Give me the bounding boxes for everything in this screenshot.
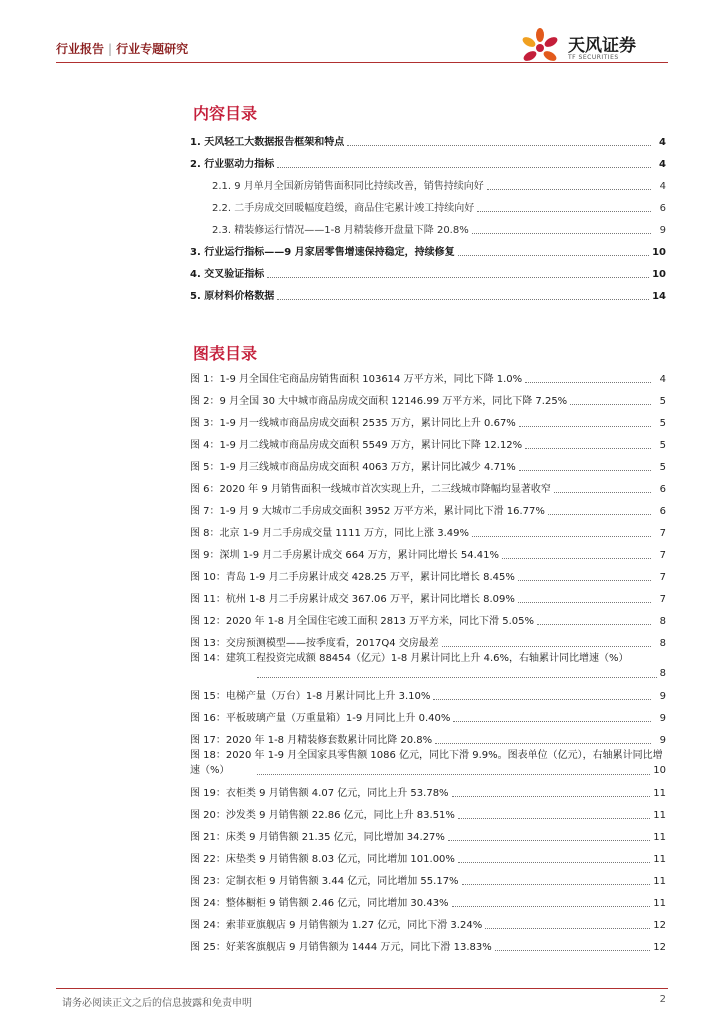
figure-entry[interactable]	[190, 844, 666, 866]
dot-leader	[433, 699, 651, 700]
figure-entry-page: 11	[653, 854, 666, 865]
figures-title: 图表目录	[193, 344, 258, 363]
figure-entry-text: 图 25：好莱客旗舰店 9 月销售额为 1444 万元，同比下滑 13.83%	[190, 942, 492, 953]
toc-entry[interactable]	[190, 149, 666, 171]
figure-entry[interactable]	[190, 650, 666, 681]
figure-entry-page: 7	[659, 528, 666, 539]
figure-entry-page: 9	[659, 691, 666, 702]
dot-leader	[525, 448, 651, 449]
figure-entry-text: 图 24：索菲亚旗舰店 9 月销售额为 1.27 亿元，同比下滑 3.24%	[190, 920, 483, 931]
figure-entry[interactable]	[190, 800, 666, 822]
toc-entry[interactable]	[190, 127, 666, 149]
separator: |	[108, 42, 113, 56]
figure-entry-text: 图 18：2020 年 1-9 月全国家具零售额 1086 亿元，同比下滑 9.9%。图表单位（亿元），右轴累计同比增速（%）	[190, 750, 663, 776]
toc-entry[interactable]	[190, 215, 666, 237]
toc-list	[190, 127, 666, 303]
figure-entry[interactable]	[190, 932, 666, 954]
figure-entry-page: 4	[659, 374, 666, 385]
figure-entry-text: 图 1：1-9 月全国住宅商品房销售面积 103614 万平方米，同比下降 1.0%	[190, 374, 523, 385]
figure-entry-page: 11	[653, 810, 666, 821]
figure-entry-page: 5	[659, 418, 666, 429]
figure-entry-page: 9	[659, 713, 666, 724]
subcategory-label: 行业专题研究	[116, 42, 189, 56]
dot-leader	[462, 884, 651, 885]
dot-leader	[519, 426, 651, 427]
figure-entry-text: 图 9：深圳 1-9 月二手房累计成交 664 万方，累计同比增长 54.41%	[190, 550, 499, 561]
dot-leader	[554, 492, 651, 493]
figure-entry-text: 图 4：1-9 月二线城市商品房成交面积 5549 万方，累计同比下降 12.12%	[190, 440, 523, 451]
toc-entry-page: 14	[652, 291, 666, 302]
figure-entry[interactable]	[190, 452, 666, 474]
toc-entry-text: 2.1. 9 月单月全国新房销售面积同比持续改善，销售持续向好	[212, 181, 484, 192]
logo-name: 天风证券	[568, 36, 636, 56]
dot-leader	[277, 299, 649, 300]
figure-entry-page: 5	[659, 462, 666, 473]
dot-leader	[435, 743, 651, 744]
toc-entry-page: 4	[659, 181, 666, 192]
figure-entry-page: 10	[653, 765, 666, 776]
figure-entry-text: 图 23：定制衣柜 9 月销售额 3.44 亿元，同比增加 55.17%	[190, 876, 459, 887]
dot-leader	[525, 382, 651, 383]
header-divider	[56, 62, 668, 63]
figure-entry-text: 图 21：床类 9 月销售额 21.35 亿元，同比增加 34.27%	[190, 832, 445, 843]
figure-entry[interactable]	[190, 584, 666, 606]
footer-disclaimer: 请务必阅读正文之后的信息披露和免责申明	[62, 998, 252, 1009]
toc-entry-page: 10	[652, 269, 666, 280]
figure-entry-page: 5	[659, 440, 666, 451]
figure-entry-page: 5	[659, 396, 666, 407]
figure-entry[interactable]	[190, 386, 666, 408]
figure-entry[interactable]	[190, 778, 666, 800]
figure-entry-page: 6	[659, 506, 666, 517]
dot-leader	[495, 950, 651, 951]
dot-leader	[458, 862, 650, 863]
category-label: 行业报告	[56, 42, 105, 56]
dot-leader	[448, 840, 650, 841]
figures-list	[190, 364, 666, 954]
logo-flower-icon	[518, 26, 562, 70]
figure-entry-page: 8	[659, 668, 666, 679]
figure-entry[interactable]	[190, 562, 666, 584]
figure-entry-text: 图 24：整体橱柜 9 销售额 2.46 亿元，同比增加 30.43%	[190, 898, 449, 909]
dot-leader	[458, 818, 650, 819]
figure-entry[interactable]	[190, 606, 666, 628]
figure-entry-text: 图 13：交房预测模型——按季度看，2017Q4 交房最差	[190, 638, 439, 649]
figure-entry[interactable]	[190, 474, 666, 496]
toc-entry-text: 3. 行业运行指标——9 月家居零售增速保持稳定，持续修复	[190, 247, 455, 258]
dot-leader	[519, 470, 651, 471]
dot-leader	[257, 677, 657, 678]
toc-entry[interactable]	[190, 281, 666, 303]
dot-leader	[485, 928, 650, 929]
figure-entry-page: 9	[659, 735, 666, 746]
figure-entry[interactable]	[190, 747, 666, 778]
dot-leader	[257, 774, 650, 775]
figure-entry[interactable]	[190, 518, 666, 540]
figure-entry-text: 图 12：2020 年 1-8 月全国住宅竣工面积 2813 万平方米，同比下滑 5.05%	[190, 616, 534, 627]
figure-entry[interactable]	[190, 725, 666, 747]
dot-leader	[502, 558, 651, 559]
toc-entry-page: 4	[659, 137, 666, 148]
logo-subtitle: TF SECURITIES	[568, 54, 619, 61]
figure-entry-text: 图 14：建筑工程投资完成额 88454（亿元）1-8 月累计同比上升 4.6%，右轴累计同比增速（%）	[190, 653, 629, 664]
dot-leader	[477, 211, 651, 212]
figure-entry-page: 7	[659, 594, 666, 605]
figure-entry-text: 图 3：1-9 月一线城市商品房成交面积 2535 万方，累计同比上升 0.67%	[190, 418, 516, 429]
figure-entry-page: 12	[653, 920, 666, 931]
dot-leader	[518, 602, 651, 603]
figure-entry[interactable]	[190, 408, 666, 430]
toc-entry-text: 5. 原材料价格数据	[190, 291, 275, 302]
dot-leader	[458, 255, 649, 256]
figure-entry-page: 8	[659, 616, 666, 627]
dot-leader	[487, 189, 651, 190]
toc-entry-page: 9	[659, 225, 666, 236]
toc-entry[interactable]	[190, 259, 666, 281]
dot-leader	[537, 624, 651, 625]
dot-leader	[472, 233, 651, 234]
figure-entry[interactable]	[190, 430, 666, 452]
company-logo	[518, 26, 668, 70]
figure-entry-text: 图 16：平板玻璃产量（万重量箱）1-9 月同比上升 0.40%	[190, 713, 451, 724]
figure-entry[interactable]	[190, 681, 666, 703]
figure-entry-text: 图 5：1-9 月三线城市商品房成交面积 4063 万方，累计同比减少 4.71%	[190, 462, 516, 473]
figure-entry-page: 12	[653, 942, 666, 953]
toc-title: 内容目录	[193, 104, 258, 123]
figure-entry-text: 图 17：2020 年 1-8 月精装修套数累计同比降 20.8%	[190, 735, 433, 746]
dot-leader	[548, 514, 651, 515]
toc-entry[interactable]	[190, 171, 666, 193]
toc-entry[interactable]	[190, 193, 666, 215]
toc-entry-page: 4	[659, 159, 666, 170]
dot-leader	[452, 796, 651, 797]
toc-entry-page: 6	[659, 203, 666, 214]
figure-entry-page: 11	[653, 898, 666, 909]
dot-leader	[442, 646, 651, 647]
figure-entry-text: 图 15：电梯产量（万台）1-8 月累计同比上升 3.10%	[190, 691, 431, 702]
figure-entry[interactable]	[190, 496, 666, 518]
footer-divider	[56, 988, 668, 989]
dot-leader	[267, 277, 649, 278]
figure-entry[interactable]	[190, 888, 666, 910]
figure-entry-text: 图 22：床垫类 9 月销售额 8.03 亿元，同比增加 101.00%	[190, 854, 455, 865]
figure-entry-text: 图 2：9 月全国 30 大中城市商品房成交面积 12146.99 万平方米，同比下降 7.25%	[190, 396, 568, 407]
figure-entry-page: 11	[653, 788, 666, 799]
dot-leader	[453, 721, 651, 722]
dot-leader	[277, 167, 651, 168]
figure-entry[interactable]	[190, 364, 666, 386]
figure-entry-text: 图 6：2020 年 9 月销售面积一线城市首次实现上升，二三线城市降幅均显著收窄	[190, 484, 551, 495]
toc-entry-text: 2. 行业驱动力指标	[190, 159, 275, 170]
toc-entry-page: 10	[652, 247, 666, 258]
figure-entry[interactable]	[190, 822, 666, 844]
toc-entry-text: 1. 天风轻工大数据报告框架和特点	[190, 137, 345, 148]
toc-entry[interactable]	[190, 237, 666, 259]
figure-entry-text: 图 8：北京 1-9 月二手房成交量 1111 万方，同比上涨 3.49%	[190, 528, 469, 539]
figure-entry-page: 11	[653, 832, 666, 843]
page-number: 2	[659, 994, 666, 1005]
figure-entry[interactable]	[190, 703, 666, 725]
report-category	[56, 40, 188, 57]
toc-entry-text: 2.3. 精装修运行情况——1-8 月精装修开盘量下降 20.8%	[212, 225, 469, 236]
figure-entry-page: 8	[659, 638, 666, 649]
figure-entry-text: 图 19：衣柜类 9 月销售额 4.07 亿元，同比上升 53.78%	[190, 788, 449, 799]
dot-leader	[452, 906, 651, 907]
page-header	[56, 36, 668, 84]
dot-leader	[347, 145, 651, 146]
figure-entry[interactable]	[190, 540, 666, 562]
figure-entry-text: 图 10：青岛 1-9 月二手房累计成交 428.25 万平，累计同比增长 8.45%	[190, 572, 515, 583]
dot-leader	[472, 536, 651, 537]
figure-entry-page: 7	[659, 550, 666, 561]
figure-entry-text: 图 20：沙发类 9 月销售额 22.86 亿元，同比上升 83.51%	[190, 810, 455, 821]
figure-entry-text: 图 11：杭州 1-8 月二手房累计成交 367.06 万平，累计同比增长 8.09%	[190, 594, 515, 605]
figure-entry-page: 11	[653, 876, 666, 887]
figure-entry-text: 图 7：1-9 月 9 大城市二手房成交面积 3952 万平方米，累计同比下滑 16.77%	[190, 506, 545, 517]
toc-entry-text: 4. 交叉验证指标	[190, 269, 265, 280]
figure-entry[interactable]	[190, 866, 666, 888]
dot-leader	[518, 580, 651, 581]
toc-entry-text: 2.2. 二手房成交回暖幅度趋缓，商品住宅累计竣工持续向好	[212, 203, 475, 214]
figure-entry-page: 7	[659, 572, 666, 583]
figure-entry[interactable]	[190, 910, 666, 932]
dot-leader	[570, 404, 651, 405]
figure-entry[interactable]	[190, 628, 666, 650]
figure-entry-page: 6	[659, 484, 666, 495]
